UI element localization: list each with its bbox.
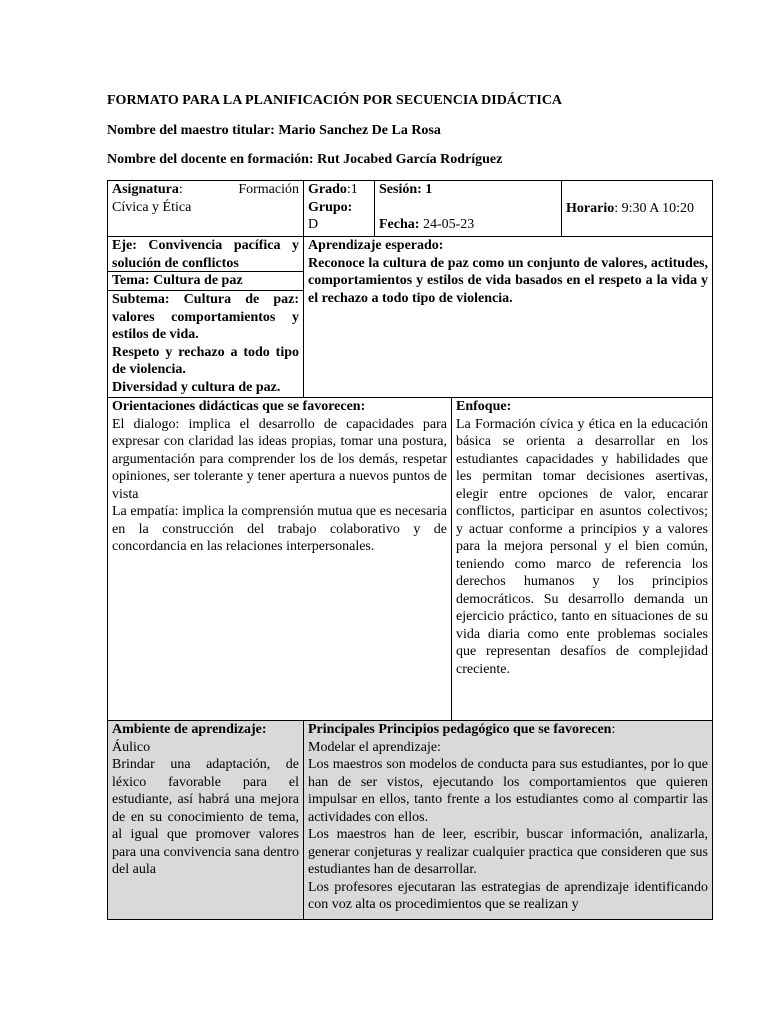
subject-value-part-2: Cívica y Ética — [112, 199, 192, 215]
date-value: 24-05-23 — [419, 216, 475, 232]
expected-learning-text: Reconoce la cultura de paz como un conjunto de valores, actitudes, comportamientos y estilos de vida basados en el respeto a la vida y el rechazo a todo tipo de violencia. — [308, 255, 708, 306]
grade-group-cell — [303, 180, 375, 237]
schedule-label: Horario — [566, 201, 615, 216]
axis-cell: Eje: Convivencia pacífica y solución de conflictos — [107, 236, 304, 272]
teacher-name-line — [107, 122, 441, 140]
principles-label: Principales Principios pedagógico que se favorecen — [308, 722, 612, 737]
principles-text-1: Los maestros son modelos de conducta para sus estudiantes, por lo que han de ser vistos, ejecutando los comportamientos que quieren impulsar en ellos, tanto frente a los estudiantes como al compartir las actividades con ellos. — [308, 757, 708, 825]
orientations-label: Orientaciones didácticas que se favorecen: — [112, 399, 366, 414]
teacher-label: Nombre del maestro titular: — [107, 123, 275, 138]
date-label: Fecha: — [379, 216, 420, 232]
subject-label: Asignatura — [112, 182, 179, 197]
expected-learning-cell — [303, 236, 713, 398]
grade-label: Grado — [308, 182, 347, 197]
approach-label: Enfoque: — [456, 399, 512, 414]
principles-cell — [303, 720, 713, 920]
subject-colon: : — [178, 182, 183, 197]
subtopic-line-3: Diversidad y cultura de paz. — [112, 379, 281, 395]
orientations-cell — [107, 397, 452, 721]
subject-value-part-1: Formación — [238, 182, 299, 197]
subtopic-line-1: Subtema: Cultura de paz: valores comportamientos y estilos de vida. — [112, 292, 299, 342]
expected-learning-label: Aprendizaje esperado: — [308, 238, 444, 253]
trainee-label: Nombre del docente en formación: — [107, 152, 314, 167]
orientations-text-2: La empatía: implica la comprensión mutua que es necesaria en la construcción del trabajo colaborativo y de concordancia en las relaciones interpersonales. — [112, 504, 447, 554]
principles-text-3: Los profesores ejecutaran las estrategias de aprendizaje identificando con voz alta os procedimientos que se realizan y — [308, 879, 708, 912]
principles-label-colon: : — [611, 722, 616, 737]
environment-value: Áulico — [112, 739, 151, 755]
group-label: Grupo: — [308, 199, 353, 215]
subtopic-cell — [107, 290, 304, 398]
trainee-name-line — [107, 151, 502, 169]
group-value: D — [308, 217, 319, 232]
environment-label: Ambiente de aprendizaje: — [112, 722, 267, 737]
approach-cell — [451, 397, 713, 721]
grade-value: :1 — [346, 182, 358, 197]
approach-text: La Formación cívica y ética en la educación básica se orienta a desarrollar en los estudiantes capacidades y habilidades que les permitan tomar decisiones asertivas, elegir entre opciones de valor, encarar conflictos, participar en asuntos colectivos; y actuar conforme a principios y a valores para la mejora personal y el bien común, teniendo como marco de referencia los derechos humanos y los principios democráticos. Su desarrollo demanda un ejercicio práctico, tanto en situaciones de su vida diaria como ente problemas sociales que representan desafíos de complejidad creciente. — [456, 416, 708, 677]
principles-subtitle: Modelar el aprendizaje: — [308, 739, 441, 755]
environment-text: Brindar una adaptación, de léxico favorable para el estudiante, así habrá una mejora de en su conocimiento de tema, al igual que promover valores para una convivencia sana dentro del aula — [112, 757, 299, 877]
schedule-cell — [561, 180, 713, 237]
subject-cell — [107, 180, 304, 237]
document-title: FORMATO PARA LA PLANIFICACIÓN POR SECUENCIA DIDÁCTICA — [107, 93, 563, 108]
environment-cell — [107, 720, 304, 920]
session-label: Sesión: 1 — [379, 182, 433, 197]
session-date-cell — [374, 180, 562, 237]
principles-text-2: Los maestros han de leer, escribir, buscar información, analizarla, generar conjeturas y realizar cualquier practica que consideren que sus estudiantes han de desarrollar. — [308, 827, 708, 877]
topic-cell: Tema: Cultura de paz — [107, 271, 304, 291]
teacher-name: Mario Sanchez De La Rosa — [278, 123, 441, 138]
schedule-value: : 9:30 A 10:20 — [614, 201, 694, 216]
subtopic-line-2: Respeto y rechazo a todo tipo de violencia. — [112, 344, 299, 377]
trainee-name: Rut Jocabed García Rodríguez — [317, 152, 503, 167]
orientations-text-1: El dialogo: implica el desarrollo de capacidades para expresar con claridad las ideas propias, tomar una postura, argumentación para comprender los de los demás, respetar opiniones, ser tolerante y tener apertura a nuevos puntos de vista — [112, 416, 447, 502]
